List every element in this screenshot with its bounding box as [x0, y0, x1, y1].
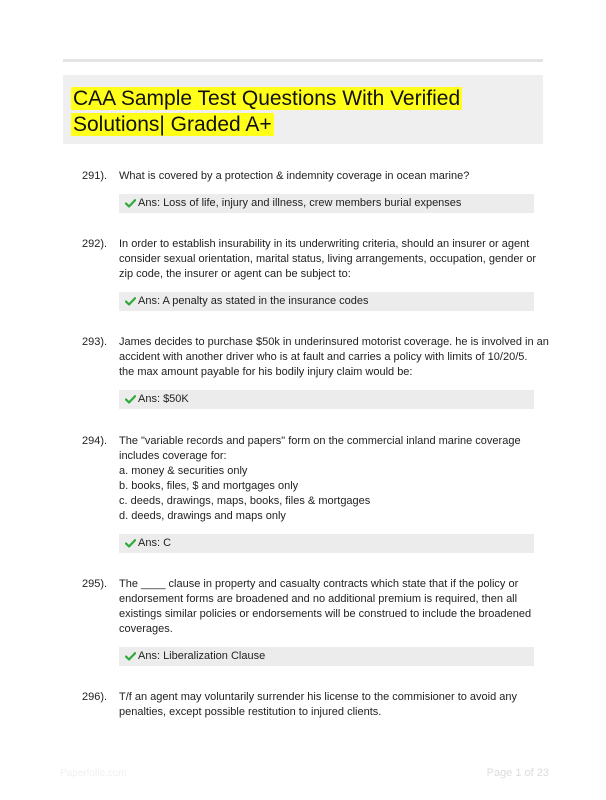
answer-box: [119, 390, 534, 409]
question-text: [119, 434, 539, 524]
question-line: existings similar policies or endorsements will be construed to include the broadened: [119, 608, 532, 620]
answer-text: Ans: A penalty as stated in the insurance codes: [138, 295, 369, 307]
document-title: [71, 86, 462, 138]
answer-box: [119, 647, 534, 666]
question-line: In order to establish insurability in its underwriting criteria, should an insurer or agent: [119, 238, 530, 250]
question-line: consider sexual orientation, marital status, living arrangements, occupation, gender or: [119, 253, 537, 265]
question-line: endorsement forms are broadened and no additional premium is required, then all: [119, 593, 518, 605]
footer-site: Paperfolio.com: [60, 768, 127, 779]
top-divider: [63, 59, 543, 62]
answer-text: Ans: Loss of life, injury and illness, crew members burial expenses: [138, 197, 462, 209]
answer-box: [119, 194, 534, 213]
question-line: What is covered by a protection & indemnity coverage in ocean marine?: [119, 170, 470, 182]
question-text: [119, 237, 539, 282]
answer-text: Ans: C: [138, 537, 172, 549]
check-icon: [125, 297, 136, 306]
check-icon: [125, 395, 136, 404]
question-number: 293).: [82, 336, 108, 348]
question-text: [119, 169, 539, 184]
question-number: 294).: [82, 435, 108, 447]
question-option: c. deeds, drawings, maps, books, files & mortgages: [119, 495, 371, 507]
question-text: [119, 335, 549, 380]
question-number: 291).: [82, 170, 108, 182]
question-line: coverages.: [119, 623, 173, 635]
page-number: Page 1 of 23: [486, 767, 549, 779]
question-number: 296).: [82, 691, 108, 703]
check-icon: [125, 652, 136, 661]
answer-box: [119, 534, 534, 553]
question-line: The ____ clause in property and casualty contracts which state that if the policy or: [119, 578, 519, 590]
check-icon: [125, 199, 136, 208]
check-icon: [125, 539, 136, 548]
answer-text: Ans: Liberalization Clause: [138, 650, 266, 662]
document-title-line-2: Solutions| Graded A+: [73, 113, 272, 136]
question-line: penalties, except possible restitution to injured clients.: [119, 706, 382, 718]
question-line: the max amount payable for his bodily injury claim would be:: [119, 366, 413, 378]
question-option: b. books, files, $ and mortgages only: [119, 480, 299, 492]
question-line: T/f an agent may voluntarily surrender his license to the commisioner to avoid any: [119, 691, 518, 703]
answer-box: [119, 292, 534, 311]
question-text: [119, 577, 539, 637]
question-text: [119, 690, 539, 720]
question-line: The "variable records and papers" form on the commercial inland marine coverage: [119, 435, 521, 447]
question-line: accident with another driver who is at fault and carries a policy with limits of 10/20/5.: [119, 351, 528, 363]
question-line: includes coverage for:: [119, 450, 227, 462]
question-number: 292).: [82, 238, 108, 250]
question-option: d. deeds, drawings and maps only: [119, 510, 286, 522]
question-line: James decides to purchase $50k in underinsured motorist coverage. he is involved in an: [119, 336, 549, 348]
question-number: 295).: [82, 578, 108, 590]
document-title-line-1: CAA Sample Test Questions With Verified: [73, 87, 461, 110]
title-banner: [63, 75, 543, 144]
answer-text: Ans: $50K: [138, 393, 189, 405]
question-line: zip code, the insurer or agent can be subject to:: [119, 268, 351, 280]
question-option: a. money & securities only: [119, 465, 248, 477]
